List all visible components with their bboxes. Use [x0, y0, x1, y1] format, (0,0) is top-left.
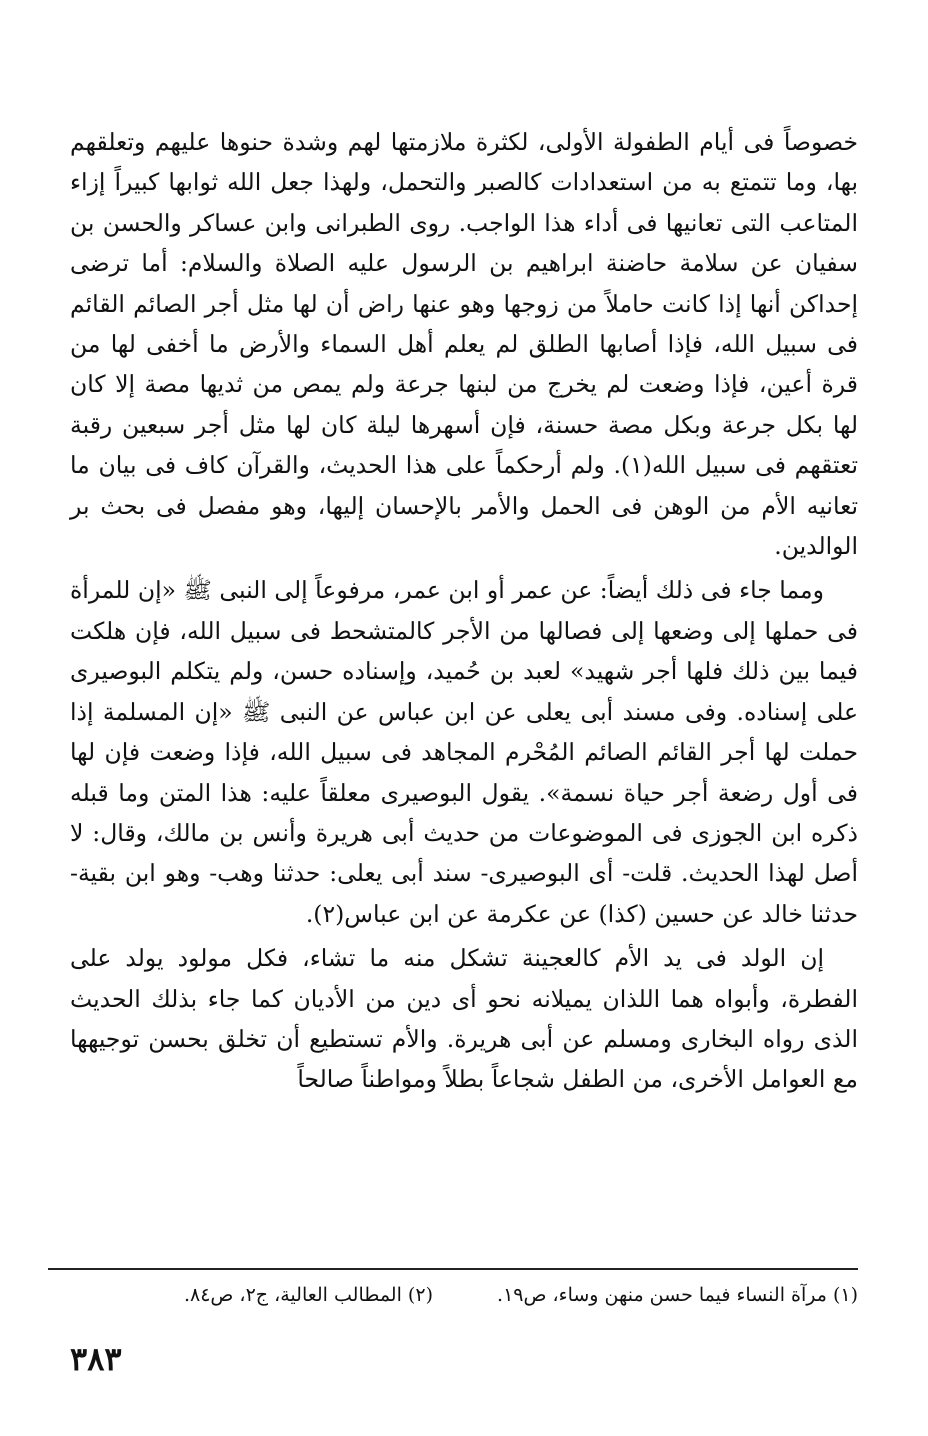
- footnotes: [70, 1280, 858, 1310]
- page-number: ٣٨٣: [70, 1340, 122, 1378]
- footnote-1: (١) مرآة النساء فيما حسن منهن وساء، ص١٩.: [497, 1284, 858, 1306]
- body-text: [70, 122, 858, 1100]
- paragraph-1: خصوصاً فى أيام الطفولة الأولى، لكثرة ملازمتها لهم وشدة حنوها عليهم وتعلقهم بها، وما تتمتع به من استعدادات كالصبر والتحمل، ولهذا جعل الله ثوابها كبيراً إزاء المتاعب التى تعانيها فى أداء هذا الواجب. روى الطبرانى وابن عساكر والحسن بن سفيان عن سلامة حاضنة ابراهيم بن الرسول عليه الصلاة والسلام: أما ترضى إحداكن أنها إذا كانت حاملاً من زوجها وهو عنها راض أن لها مثل أجر الصائم القائم فى سبيل الله، فإذا أصابها الطلق لم يعلم أهل السماء والأرض ما أخفى لها من قرة أعين، فإذا وضعت لم يخرج من لبنها جرعة ولم يمص من ثديها مصة إلا كان لها بكل جرعة وبكل مصة حسنة، فإن أسهرها ليلة كان لها مثل أجر سبعين رقبة تعتقهم فى سبيل الله(١). ولم أرحكماً على هذا الحديث، والقرآن كاف فى بيان ما تعانيه الأم من الوهن فى الحمل والأمر بالإحسان إليها، وهو مفصل فى بحث بر الوالدين.: [70, 128, 858, 561]
- paragraph-2: ومما جاء فى ذلك أيضاً: عن عمر أو ابن عمر، مرفوعاً إلى النبى ﷺ «إن للمرأة فى حملها إلى وضعها إلى فصالها من الأجر كالمتشحط فى سبيل الله، فإن هلكت فيما بين ذلك فلها أجر شهيد» لعبد بن حُميد، وإسناده حسن، ولم يتكلم البوصيرى على إسناده. وفى مسند أبى يعلى عن ابن عباس عن النبى ﷺ «إن المسلمة إذا حملت لها أجر القائم الصائم المُحْرم المجاهد فى سبيل الله، فإذا وضعت فإن لها فى أول رضعة أجر حياة نسمة». يقول البوصيرى معلقاً عليه: هذا المتن وما قبله ذكره ابن الجوزى فى الموضوعات من حديث أبى هريرة وأنس بن مالك، وقال: لا أصل لهذا الحديث. قلت- أى البوصيرى- سند أبى يعلى: حدثنا وهب- وهو ابن بقية- حدثنا خالد عن حسين (كذا) عن عكرمة عن ابن عباس(٢).: [70, 576, 858, 928]
- footnote-2: (٢) المطالب العالية، ج٢، ص٨٤.: [183, 1284, 433, 1306]
- paragraph-3: إن الولد فى يد الأم كالعجينة تشكل منه ما تشاء، فكل مولود يولد على الفطرة، وأبواه هما اللذان يميلانه نحو أى دين من الأديان كما جاء بذلك الحديث الذى رواه البخارى ومسلم عن أبى هريرة. والأم تستطيع أن تخلق بحسن توجيهها مع العوامل الأخرى، من الطفل شجاعاً بطلاً ومواطناً صالحاً: [70, 944, 858, 1094]
- footnote-divider: [48, 1268, 858, 1270]
